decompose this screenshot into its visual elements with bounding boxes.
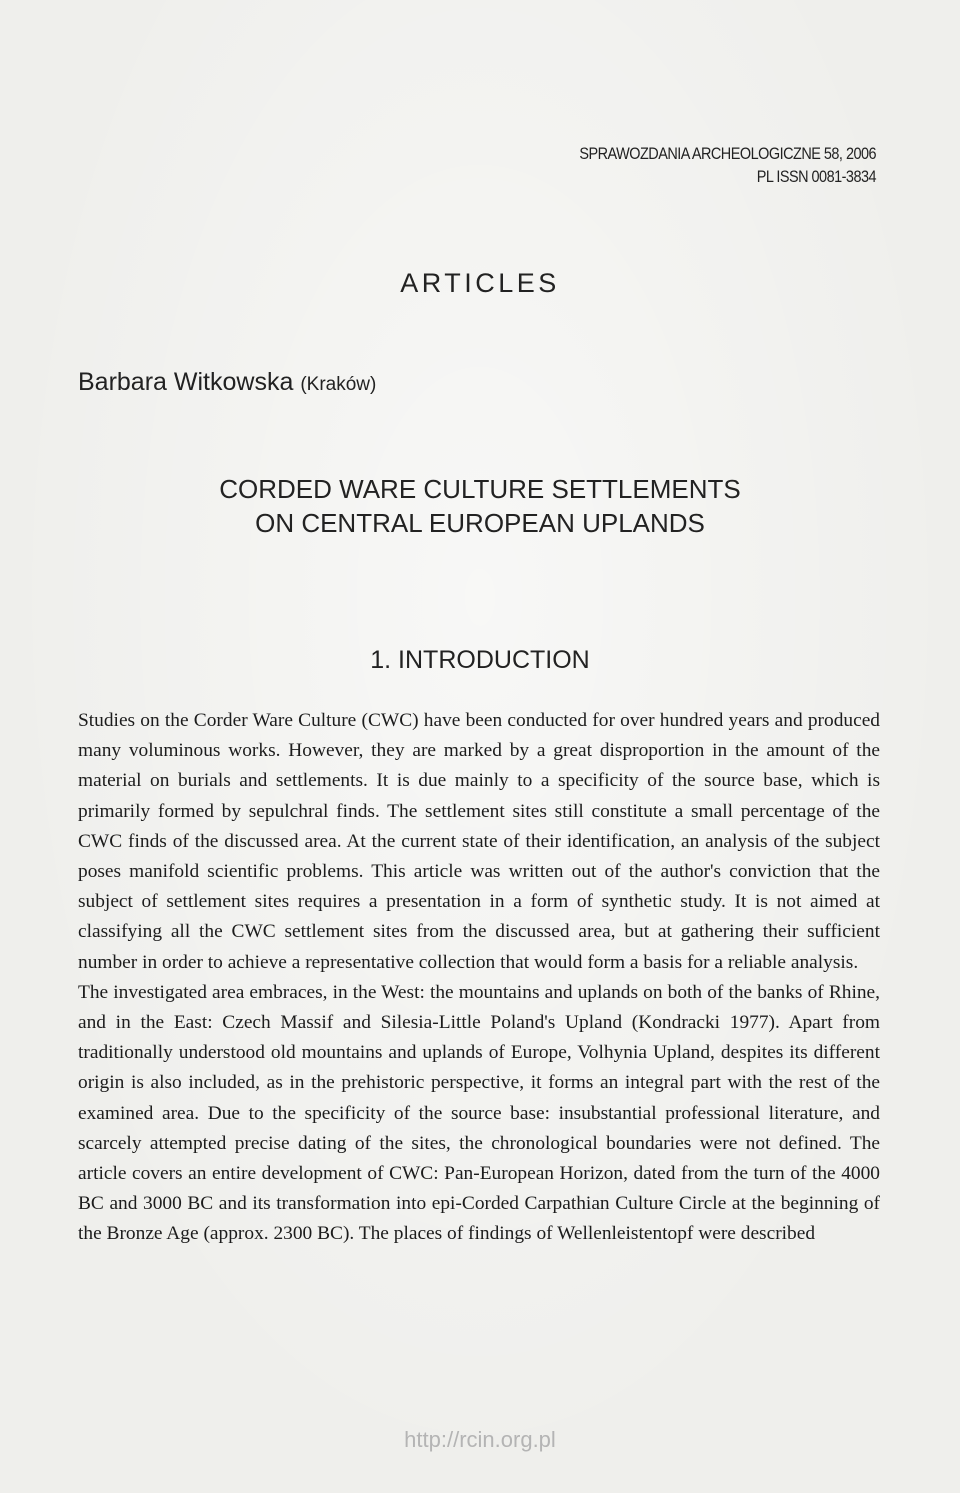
journal-header [579,142,876,188]
journal-issn: PL ISSN 0081-3834 [756,167,876,186]
paragraph-2: The investigated area embraces, in the West: the mountains and uplands on both of the banks of Rhine, and in the East: Czech Massif and Silesia-Little Poland's Upland (Kondracki 1977). Apart from traditionally understood old mountains and uplands of Europe, Volhynia Upland, despites its different origin is also included, as in the prehistoric perspective, it forms an integral part with the rest of the examined area. Due to the specificity of the source base: insubstantial professional literature, and scarcely attempted precise dating of the sites, the chronological boundaries were not defined. The article covers an entire development of CWC: Pan-European Horizon, dated from the turn of the 4000 BC and 3000 BC and its transformation into epi-Corded Carpathian Culture Circle at the beginning of the Bronze Age (approx. 2300 BC). The places of findings of Wellenleistentopf were described [78,981,880,1245]
section-title: ARTICLES [400,268,560,298]
author [78,368,376,397]
body-text [78,706,880,1250]
author-name: Barbara Witkowska [78,368,294,396]
paper-title [0,472,960,540]
paper-title-line-1: CORDED WARE CULTURE SETTLEMENTS [219,474,741,504]
paper-title-line-2: ON CENTRAL EUROPEAN UPLANDS [255,508,705,538]
journal-name: SPRAWOZDANIA ARCHEOLOGICZNE 58, 2006 [579,144,876,163]
author-affiliation: (Kraków) [300,374,377,395]
section-heading: 1. INTRODUCTION [370,646,590,674]
paragraph-1: Studies on the Corder Ware Culture (CWC) have been conducted for over hundred years and produced many voluminous works. However, they are marked by a great disproportion in the amount of the material on burials and settlements. It is due mainly to a specificity of the source base, which is primarily formed by sepulchral finds. The settlement sites still constitute a small percentage of the CWC finds of the discussed area. At the current state of their identification, an analysis of the subject poses manifold scientific problems. This article was written out of the author's conviction that the subject of settlement sites requires a presentation in a form of synthetic study. It is not aimed at classifying all the CWC settlement sites from the discussed area, but at gathering their sufficient number in order to achieve a representative collection that would form a basis for a reliable analysis. [78,710,880,973]
footer-url: http://rcin.org.pl [404,1427,556,1452]
